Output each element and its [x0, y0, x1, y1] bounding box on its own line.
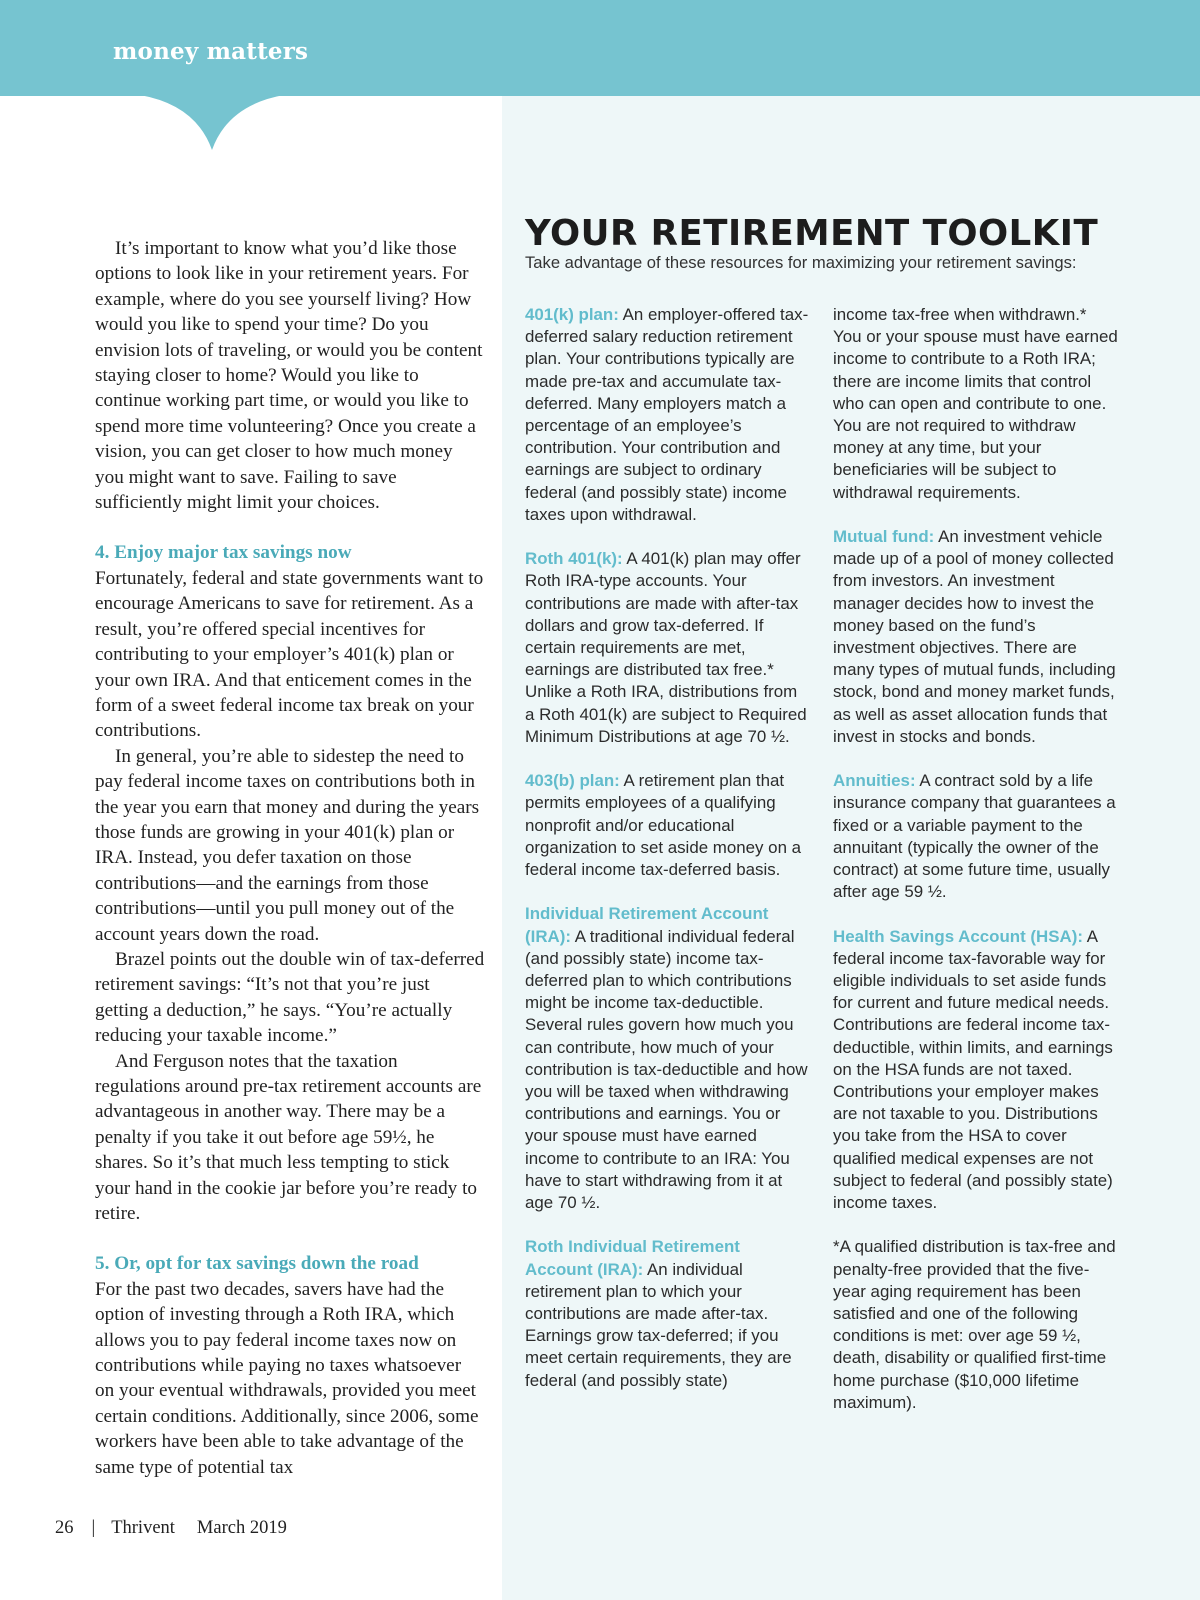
toolkit-entry-mutual-fund	[833, 526, 1118, 748]
toolkit-column-1	[525, 304, 810, 1392]
subheading-tax-savings-now: 4. Enjoy major tax savings now	[95, 542, 352, 564]
article-paragraph: In general, you’re able to sidestep the need to pay federal income taxes on contributions both in the year you earn that money and during the years those funds are growing in your 401(k) plan or IRA. Instead, you defer taxation on those contributions—and the earnings from those contributions—until you pull money out of the account years down the road.	[95, 745, 480, 945]
toolkit-entry-roth-ira	[525, 1236, 810, 1391]
article-paragraph: Brazel points out the double win of tax-deferred retirement savings: “It’s not that you’re just getting a deduction,” he says. “You’re actually reducing your taxable income.”	[95, 948, 485, 1047]
toolkit-term: Roth Individual Retirement Account (IRA):	[525, 1237, 740, 1279]
toolkit-column-2	[833, 304, 1118, 1414]
article-paragraph: It’s important to know what you’d like those options to look like in your retirement years. For example, where do you see yourself living? How would you like to spend your time? Do you envision lots of traveling, or would you be content staying closer to home? Would you like to continue working part time, or would you like to spend more time volunteering? Once you create a vision, you can get closer to how much money you might want to save. Failing to save sufficiently might limit your choices.	[95, 238, 483, 514]
article-paragraph: Fortunately, federal and state governments want to encourage Americans to save for retirement. As a result, you’re offered special incentives for contributing to your employer’s 401(k) plan or your own IRA. And that enticement comes in the form of a sweet federal income tax break on your contributions.	[95, 567, 484, 742]
toolkit-entry-403b	[525, 770, 810, 881]
toolkit-definition: A traditional individual federal (and possibly state) income tax-deferred plan to which contributions might be income tax-deductible. Several rules govern how much you can contribute, how much of your contribution is tax-deductible and how you will be taxed when withdrawing contributions and earnings. You or your spouse must have earned income to contribute to an IRA: You have to start withdrawing from it at age 70 ½.	[525, 926, 808, 1213]
article-paragraph: And Ferguson notes that the taxation regulations around pre-tax retirement accounts are advantageous in another way. There may be a penalty if you take it out before age 59½, he shares. So it’s that much less tempting to stick your hand in the cookie jar before you’re ready to retire.	[95, 1050, 482, 1225]
toolkit-term: Health Savings Account (HSA):	[833, 926, 1083, 946]
toolkit-term: Annuities:	[833, 771, 916, 791]
section-title: money matters	[113, 38, 309, 65]
toolkit-definition: A retirement plan that permits employees of a qualifying nonprofit and/or educational organization to set aside money on a federal income tax-deferred basis.	[525, 771, 802, 880]
toolkit-term: 403(b) plan:	[525, 771, 620, 791]
footer-separator: |	[91, 1518, 96, 1538]
toolkit-term: Mutual fund:	[833, 527, 935, 547]
toolkit-entry-roth-401k	[525, 548, 810, 748]
toolkit-entry-ira	[525, 903, 810, 1214]
toolkit-definition: An individual retirement plan to which your contributions are made after-tax. Earnings grow tax-deferred; if you meet certain requirements, they are federal (and possibly state)	[525, 1259, 792, 1390]
page-number: 26	[55, 1518, 74, 1538]
toolkit-definition: A 401(k) plan may offer Roth IRA-type accounts. Your contributions are made with after-tax dollars and grow tax-deferred. If certain requirements are met, earnings are distributed tax free.* Unlike a Roth IRA, distributions from a Roth 401(k) are subject to Required Minimum Distributions at age 70 ½.	[525, 549, 807, 746]
toolkit-title: YOUR RETIREMENT TOOLKIT	[525, 213, 1099, 254]
toolkit-term: Individual Retirement Account (IRA):	[525, 904, 769, 946]
toolkit-definition: An investment vehicle made up of a pool of money collected from investors. An investment manager decides how to invest the money based on the fund’s investment objectives. There are many types of mutual funds, including stock, bond and money market funds, as well as asset allocation funds that invest in stocks and bonds.	[833, 527, 1116, 746]
toolkit-entry-401k	[525, 304, 810, 526]
toolkit-entry-annuities	[833, 770, 1118, 903]
toolkit-definition: A federal income tax-favorable way for eligible individuals to set aside funds for current and future medical needs. Contributions are federal income tax-deductible, within limits, and earnings on the HSA funds are not taxed. Contributions your employer makes are not taxable to you. Distributions you take from the HSA to cover qualified medical expenses are not subject to federal (and possibly state) income taxes.	[833, 926, 1113, 1213]
header-notch	[0, 95, 420, 155]
toolkit-entry-roth-ira-continued: income tax-free when withdrawn.* You or your spouse must have earned income to contribute to a Roth IRA; there are income limits that control who can open and contribute to one. You are not required to withdraw money at any time, but your beneficiaries will be subject to withdrawal requirements.	[833, 305, 1118, 502]
article-paragraph: For the past two decades, savers have had the option of investing through a Roth IRA, which allows you to pay federal income taxes now on contributions while paying no taxes whatsoever on your eventual withdrawals, provided you meet certain conditions. Additionally, since 2006, some workers have been able to take advantage of the same type of potential tax	[95, 1278, 479, 1478]
issue-date: March 2019	[196, 1518, 287, 1538]
publication-name: Thrivent	[111, 1518, 175, 1538]
toolkit-definition: A contract sold by a life insurance company that guarantees a fixed or a variable payment to the annuitant (typically the owner of the contract) at some future time, usually after age 59 ½.	[833, 771, 1116, 902]
subheading-tax-savings-later: 5. Or, opt for tax savings down the road	[95, 1253, 419, 1275]
toolkit-entry-hsa	[833, 926, 1118, 1215]
toolkit-subtitle: Take advantage of these resources for maximizing your retirement savings:	[525, 253, 1077, 272]
toolkit-footnote: *A qualified distribution is tax-free and penalty-free provided that the five-year aging requirement has been satisfied and one of the following conditions is met: over age 59 ½, death, disability or qualified first-time home purchase ($10,000 lifetime maximum).	[833, 1237, 1116, 1412]
toolkit-definition: An employer-offered tax-deferred salary reduction retirement plan. Your contributions typically are made pre-tax and accumulate tax-deferred. Many employers match a percentage of an employee’s contribution. Your contribution and earnings are subject to ordinary federal (and possibly state) income taxes upon withdrawal.	[525, 305, 809, 524]
toolkit-term: Roth 401(k):	[525, 549, 623, 569]
page-footer	[55, 1518, 287, 1539]
toolkit-term: 401(k) plan:	[525, 305, 619, 324]
article-body	[95, 236, 485, 1480]
